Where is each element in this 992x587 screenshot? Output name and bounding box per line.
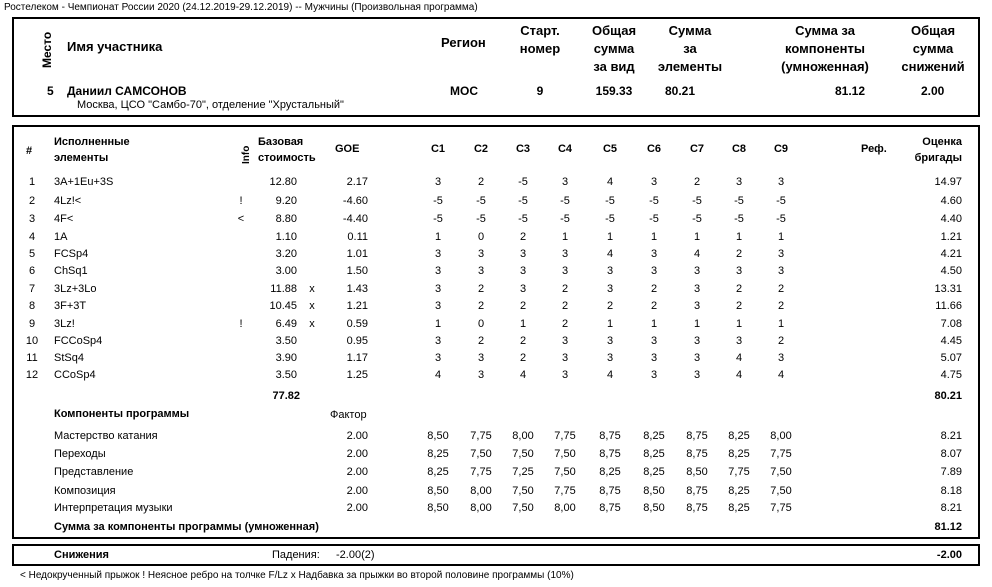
skater-place: 5 [47,84,54,98]
component-factor: 2.00 [346,448,368,460]
judge-score: 2 [477,300,485,312]
judge-score: 1 [693,318,701,330]
judge-header: C1 [430,143,446,155]
judge-score: 2 [735,300,743,312]
component-factor: 2.00 [346,485,368,497]
judge-component-score: 8,25 [728,430,750,442]
element-code: 1A [54,231,68,243]
components-title: Компоненты программы [54,408,190,420]
judge-score: -5 [433,195,443,207]
element-base: 3.20 [275,248,297,260]
element-goe: 0.59 [346,318,368,330]
deductions-label: Общая сумма снижений [901,23,965,74]
judge-score: 4 [434,369,442,381]
name-label: Имя участника [67,39,163,54]
judge-score: 3 [693,352,701,364]
judge-score: 3 [650,369,658,381]
skater-region: МОС [450,84,478,98]
judge-score: 2 [519,335,527,347]
col-element: Исполненные элементы [54,136,130,164]
element-info: < [237,213,245,225]
judge-score: -5 [518,195,528,207]
judge-score: 2 [693,176,701,188]
judge-score: 3 [519,265,527,277]
judge-score: 3 [434,352,442,364]
element-code: 3A+1Eu+3S [54,176,114,188]
judge-score: 3 [735,335,743,347]
legend: < Недокрученный прыжок ! Неясное ребро на толчке F/Lz x Надбавка за прыжки во второй половине программы (10%) [20,570,574,581]
judge-component-score: 8,00 [512,430,534,442]
judge-score: 4 [777,369,785,381]
judge-score: 1 [434,231,442,243]
element-goe: 0.11 [347,231,368,243]
element-goe: 1.17 [346,352,368,364]
judge-score: 3 [434,335,442,347]
element-score: 13.31 [934,283,962,295]
judge-score: 3 [561,265,569,277]
judge-component-score: 7,50 [770,466,792,478]
judge-score: 1 [650,318,658,330]
judge-score: 3 [735,176,743,188]
judge-score: 0 [477,318,485,330]
judge-score: -5 [692,195,702,207]
judge-header: C7 [689,143,705,155]
judge-score: 3 [650,248,658,260]
judge-component-score: 8,75 [686,502,708,514]
element-no: 7 [28,283,36,295]
judge-component-score: 8,50 [643,502,665,514]
element-bonus-mark: x [309,300,315,312]
col-score: Оценка бригады [914,136,962,164]
component-name: Интерпретация музыки [54,502,173,514]
element-code: StSq4 [54,352,84,364]
judge-score: 3 [650,352,658,364]
judge-score: 3 [561,335,569,347]
judge-score: -5 [776,213,786,225]
judge-score: 2 [650,300,658,312]
judge-score: 1 [650,231,658,243]
judge-component-score: 7,75 [470,466,492,478]
judge-component-score: 8,25 [599,466,621,478]
base-total: 77.82 [272,390,300,402]
element-goe: -4.60 [342,195,368,207]
judge-component-score: 8,25 [643,430,665,442]
judge-score: 2 [735,248,743,260]
judge-score: 3 [693,265,701,277]
judge-component-score: 8,25 [427,466,449,478]
judge-component-score: 8,50 [427,485,449,497]
judge-component-score: 7,75 [770,502,792,514]
judge-score: 2 [519,231,527,243]
judge-component-score: 8,50 [686,466,708,478]
judge-score: 3 [777,265,785,277]
judge-component-score: 7,50 [770,485,792,497]
element-bonus-mark: x [309,283,315,295]
judge-component-score: 7,50 [512,485,534,497]
element-no: 12 [25,369,39,381]
component-score: 8.21 [940,430,962,442]
judge-score: 2 [777,283,785,295]
judge-component-score: 8,75 [599,430,621,442]
component-name: Мастерство катания [54,430,158,442]
deductions-total: -2.00 [936,549,962,561]
element-code: ChSq1 [54,265,88,277]
judge-score: 4 [735,352,743,364]
judge-score: -5 [605,195,615,207]
skater-deductions-total: 2.00 [921,84,945,98]
judge-header: C6 [646,143,662,155]
judge-header: C3 [515,143,531,155]
elements-score-total: 80.21 [934,390,962,402]
element-code: FCSp4 [54,248,89,260]
element-goe: -4.40 [342,213,368,225]
component-score: 8.18 [940,485,962,497]
element-base: 1.10 [275,231,297,243]
elements-label: Сумма за элементы [657,23,723,74]
judge-score: 2 [477,176,485,188]
judge-score: 3 [519,283,527,295]
judge-score: 4 [735,369,743,381]
judge-score: 3 [606,352,614,364]
element-base: 3.50 [275,369,297,381]
component-factor: 2.00 [346,430,368,442]
judge-component-score: 8,25 [728,502,750,514]
element-base: 6.49 [275,318,297,330]
judge-component-score: 8,00 [470,502,492,514]
element-no: 1 [28,176,36,188]
judge-header: C5 [602,143,618,155]
judge-header: C9 [773,143,789,155]
judge-score: 3 [693,335,701,347]
element-goe: 1.01 [346,248,368,260]
falls-value: -2.00(2) [336,549,375,561]
judge-header: C8 [731,143,747,155]
component-factor: 2.00 [346,466,368,478]
judge-score: 3 [561,369,569,381]
judge-score: 1 [519,318,527,330]
judge-score: 2 [650,283,658,295]
judge-component-score: 7,50 [512,502,534,514]
judge-score: 1 [777,318,785,330]
element-code: 4Lz!< [54,195,82,207]
judge-score: 3 [477,352,485,364]
judge-score: 3 [777,248,785,260]
judge-score: 2 [777,300,785,312]
judge-score: 2 [477,335,485,347]
element-base: 10.45 [269,300,297,312]
element-goe: 1.50 [346,265,368,277]
col-no: # [26,145,33,157]
judge-score: -5 [734,195,744,207]
judge-component-score: 8,75 [686,448,708,460]
element-score: 4.21 [940,248,962,260]
judge-component-score: 8,25 [643,466,665,478]
element-code: CCoSp4 [54,369,96,381]
judge-score: 4 [606,176,614,188]
judge-score: -5 [518,176,528,188]
judge-score: -5 [776,195,786,207]
skater-name: Даниил САМСОНОВ [67,84,187,98]
judge-component-score: 8,25 [427,448,449,460]
col-base: Базовая стоимость [258,136,316,164]
element-info: ! [239,318,243,330]
judge-component-score: 8,00 [770,430,792,442]
component-factor: 2.00 [346,502,368,514]
judge-component-score: 7,50 [554,448,576,460]
judge-score: 3 [434,265,442,277]
judge-score: 2 [561,283,569,295]
components-total-label: Сумма за компоненты программы (умноженная) [54,521,319,533]
factor-label: Фактор [330,409,367,421]
judge-score: 0 [477,231,485,243]
element-code: 4F< [54,213,74,225]
element-no: 2 [28,195,36,207]
judge-score: 3 [650,265,658,277]
judge-score: 2 [477,283,485,295]
event-title: Ростелеком - Чемпионат России 2020 (24.12.2019-29.12.2019) -- Мужчины (Произвольная программа) [4,2,478,13]
element-score: 4.40 [940,213,962,225]
element-code: 3F+3T [54,300,87,312]
judge-score: -5 [734,213,744,225]
judge-score: 2 [606,300,614,312]
component-name: Представление [54,466,134,478]
judge-score: 3 [561,352,569,364]
judge-component-score: 7,25 [512,466,534,478]
element-score: 4.50 [940,265,962,277]
element-no: 4 [28,231,36,243]
element-code: 3Lz! [54,318,75,330]
judge-score: 1 [693,231,701,243]
element-no: 10 [25,335,39,347]
judge-score: -5 [476,195,486,207]
judge-component-score: 8,75 [599,485,621,497]
skater-start-no: 9 [536,84,544,98]
element-no: 11 [26,352,38,364]
judge-component-score: 8,50 [643,485,665,497]
element-bonus-mark: x [309,318,315,330]
judge-score: 4 [693,248,701,260]
element-code: 3Lz+3Lo [54,283,97,295]
element-base: 3.90 [275,352,297,364]
component-score: 8.07 [940,448,962,460]
falls-label: Падения: [272,549,320,561]
skater-elements-total: 80.21 [664,84,696,98]
element-score: 4.60 [940,195,962,207]
judge-score: 3 [606,283,614,295]
element-info: ! [239,195,243,207]
judge-score: 4 [606,248,614,260]
judge-component-score: 8,25 [728,448,750,460]
element-base: 3.00 [275,265,297,277]
judge-score: 2 [735,283,743,295]
element-no: 8 [28,300,36,312]
element-base: 11.88 [270,283,297,295]
judge-score: 1 [434,318,442,330]
judge-score: 3 [693,369,701,381]
judge-score: -5 [649,213,659,225]
judge-component-score: 8,75 [599,502,621,514]
col-info: Info [241,145,252,164]
judge-score: 2 [561,300,569,312]
judge-component-score: 8,00 [470,485,492,497]
judge-score: 3 [434,300,442,312]
judge-score: -5 [692,213,702,225]
element-no: 6 [28,265,36,277]
judge-component-score: 8,50 [427,430,449,442]
element-score: 11.66 [935,300,962,312]
judge-header: C2 [473,143,489,155]
region-label: Регион [441,35,486,50]
judge-component-score: 7,75 [728,466,750,478]
judge-score: -5 [649,195,659,207]
deductions-label: Снижения [54,549,109,561]
element-score: 1.21 [940,231,962,243]
judge-score: 3 [434,248,442,260]
judge-score: 2 [519,352,527,364]
element-base: 12.80 [269,176,297,188]
judge-score: 3 [650,335,658,347]
element-base: 9.20 [275,195,297,207]
judge-component-score: 8,75 [686,430,708,442]
element-goe: 1.21 [346,300,368,312]
judge-score: 3 [434,283,442,295]
skater-club: Москва, ЦСО "Самбо-70", отделение "Хрустальный" [77,99,344,111]
element-no: 9 [28,318,36,330]
judge-score: -5 [433,213,443,225]
judge-score: -5 [476,213,486,225]
element-base: 8.80 [275,213,297,225]
place-label: Место [40,31,54,68]
element-goe: 1.25 [346,369,368,381]
component-name: Композиция [54,485,116,497]
judge-score: 3 [561,176,569,188]
total-label: Общая сумма за вид [591,23,637,74]
judge-score: 2 [561,318,569,330]
component-score: 8.21 [940,502,962,514]
judge-score: 1 [561,231,569,243]
element-code: FCCoSp4 [54,335,103,347]
judge-score: 1 [606,318,614,330]
element-score: 5.07 [940,352,962,364]
judge-component-score: 7,50 [512,448,534,460]
judge-score: 3 [606,335,614,347]
element-base: 3.50 [275,335,297,347]
component-score: 7.89 [940,466,962,478]
skater-components-total: 81.12 [835,84,866,98]
col-ref: Реф. [861,143,887,155]
element-score: 4.75 [940,369,962,381]
judge-score: 3 [477,248,485,260]
judge-score: 3 [693,300,701,312]
components-total: 81.12 [934,521,962,533]
judge-score: 3 [561,248,569,260]
judge-component-score: 8,25 [728,485,750,497]
judge-component-score: 8,00 [554,502,576,514]
judge-component-score: 8,75 [599,448,621,460]
judge-score: 3 [477,265,485,277]
judge-score: 4 [519,369,527,381]
judge-score: 3 [693,283,701,295]
judge-score: 3 [650,176,658,188]
col-goe: GOE [335,143,360,155]
judge-component-score: 7,75 [554,485,576,497]
judge-component-score: 7,50 [554,466,576,478]
components-label: Сумма за компоненты (умноженная) [781,23,869,74]
element-goe: 1.43 [346,283,368,295]
skater-total: 159.33 [595,84,633,98]
judge-score: 2 [519,300,527,312]
deductions-box [12,544,980,566]
element-score: 7.08 [940,318,962,330]
element-score: 4.45 [940,335,962,347]
judge-score: 3 [434,176,442,188]
judge-score: 1 [606,231,614,243]
judge-score: 3 [606,265,614,277]
judge-score: 3 [777,176,785,188]
judge-component-score: 8,50 [427,502,449,514]
judge-header: C4 [557,143,573,155]
start-label: Старт. номер [519,23,561,56]
judge-score: 3 [735,265,743,277]
judge-score: -5 [605,213,615,225]
judge-score: 1 [777,231,785,243]
element-goe: 0.95 [346,335,368,347]
judge-score: -5 [560,213,570,225]
judge-component-score: 8,75 [686,485,708,497]
judge-score: 1 [735,231,743,243]
judge-score: -5 [560,195,570,207]
judge-score: 4 [606,369,614,381]
element-no: 3 [28,213,36,225]
judge-score: 2 [777,335,785,347]
element-no: 5 [28,248,36,260]
judge-component-score: 7,75 [554,430,576,442]
judge-score: 3 [477,369,485,381]
judge-component-score: 7,50 [470,448,492,460]
judge-score: -5 [518,213,528,225]
component-name: Переходы [54,448,106,460]
judge-component-score: 8,25 [643,448,665,460]
judge-score: 1 [735,318,743,330]
element-score: 14.97 [934,176,962,188]
judge-score: 3 [777,352,785,364]
element-goe: 2.17 [346,176,368,188]
judge-component-score: 7,75 [470,430,492,442]
judge-score: 3 [519,248,527,260]
judge-component-score: 7,75 [770,448,792,460]
